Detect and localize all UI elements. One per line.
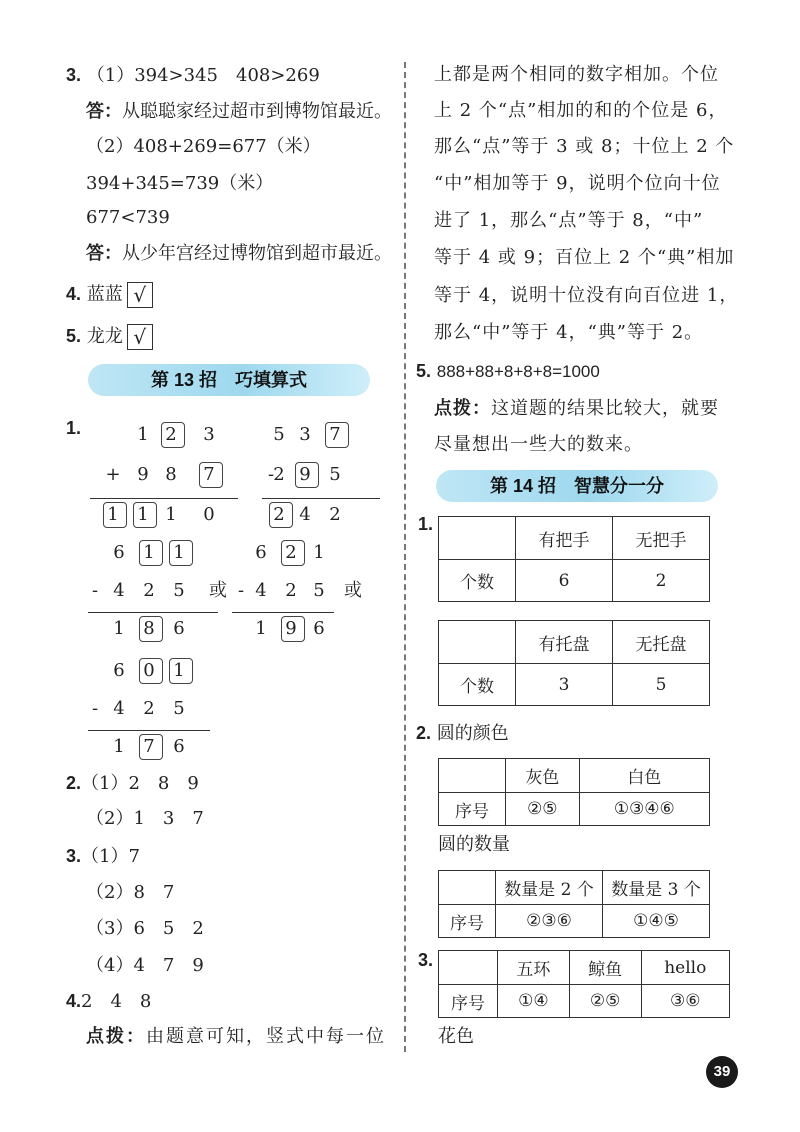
or-label-1: 或 xyxy=(209,580,227,601)
table-cell: 3 xyxy=(516,664,613,706)
digit: 2 xyxy=(165,424,177,445)
table-color xyxy=(438,758,710,826)
table-header: 数量是 3 个 xyxy=(603,871,710,905)
digit: 6 xyxy=(173,736,185,757)
right-cont-7: 等于 4，说明十位没有向百位进 1， xyxy=(434,285,739,306)
table-header: 无把手 xyxy=(613,517,710,560)
table-row-label: 个数 xyxy=(439,560,516,602)
digit: 0 xyxy=(203,504,215,525)
left-q3-number: 3. xyxy=(66,65,82,85)
digit: 8 xyxy=(165,464,177,485)
calc-rule xyxy=(262,498,380,499)
table-row-label: 个数 xyxy=(439,664,516,706)
digit: 2 xyxy=(285,542,297,563)
left-q5-number: 5. xyxy=(66,326,82,346)
table-corner xyxy=(439,951,498,985)
table-header: hello xyxy=(641,951,729,985)
digit: 1 xyxy=(313,542,325,563)
digit: 3 xyxy=(203,424,215,445)
digit: 9 xyxy=(285,618,297,639)
digit: 6 xyxy=(113,542,125,563)
digit: 3 xyxy=(299,424,311,445)
table-row-label: 序号 xyxy=(439,985,498,1018)
table-cell: ①④⑤ xyxy=(603,905,710,938)
right-q2 xyxy=(416,722,509,745)
left-q3b-a: （1）7 xyxy=(81,846,140,867)
right-cont-1: 上都是两个相同的数字相加。个位 xyxy=(434,64,719,85)
right-cont-6: 等于 4 或 9；百位上 2 个“典”相加 xyxy=(434,247,735,268)
tip-text: 这道题的结果比较大，就要 xyxy=(491,398,719,419)
table-handle xyxy=(438,516,710,602)
table-cell: ②⑤ xyxy=(569,985,641,1018)
answer-label: 答： xyxy=(86,101,122,121)
checkmark-box: √ xyxy=(127,324,153,350)
left-q3-part1-text: （1）394>345 408>269 xyxy=(86,65,320,86)
right-q5-equation: 888+88+8+8+8=1000 xyxy=(436,362,600,381)
left-q2-b: （2）1 3 7 xyxy=(86,808,204,829)
right-q1-number: 1. xyxy=(418,514,434,534)
checkmark-box: √ xyxy=(127,282,153,308)
table-header: 数量是 2 个 xyxy=(496,871,603,905)
left-q3-eq2: 394+345=739（米） xyxy=(86,173,274,194)
right-q5-number: 5. xyxy=(416,361,432,381)
digit: 4 xyxy=(299,504,311,525)
left-q2-number: 2. xyxy=(66,773,82,793)
right-cont-2: 上 2 个“点”相加的和的个位是 6， xyxy=(434,100,728,121)
table-header: 五环 xyxy=(498,951,570,985)
table-cell: 6 xyxy=(516,560,613,602)
calc-rule xyxy=(88,730,210,731)
table-corner xyxy=(439,621,516,664)
digit: 2 xyxy=(143,580,155,601)
digit: 5 xyxy=(173,580,185,601)
digit: 6 xyxy=(255,542,267,563)
digit: 2 xyxy=(143,698,155,719)
table-cell: ③⑥ xyxy=(641,985,729,1018)
digit: 1 xyxy=(165,504,177,525)
column-divider xyxy=(404,62,406,1052)
digit: 1 xyxy=(143,542,155,563)
section-14-banner: 第 14 招 智慧分一分 xyxy=(436,470,718,502)
left-q3-answer1 xyxy=(86,100,392,123)
digit: 1 xyxy=(113,736,125,757)
left-q3b-b: （2）8 7 xyxy=(86,882,175,903)
table-header: 白色 xyxy=(579,759,709,793)
digit: 9 xyxy=(137,464,149,485)
left-q4b xyxy=(66,990,151,1013)
calc-rule xyxy=(232,612,334,613)
table-corner xyxy=(439,871,496,905)
digit: 1 xyxy=(255,618,267,639)
table-cell: ①④ xyxy=(498,985,570,1018)
digit: 7 xyxy=(143,736,155,757)
digit: 4 xyxy=(255,580,267,601)
section-13-banner: 第 13 招 巧填算式 xyxy=(88,364,370,396)
operator: - xyxy=(267,464,275,485)
digit: 1 xyxy=(107,504,119,525)
table-row-label: 序号 xyxy=(439,793,506,826)
left-q5-text: 龙龙 xyxy=(86,326,123,347)
digit: 4 xyxy=(113,698,125,719)
digit: 5 xyxy=(173,698,185,719)
digit: 9 xyxy=(299,464,311,485)
left-q2-a: （1）2 8 9 xyxy=(81,773,199,794)
left-q4b-number: 4. xyxy=(66,991,82,1011)
left-q3b-d: （4）4 7 9 xyxy=(86,955,204,976)
table-header: 有把手 xyxy=(516,517,613,560)
tip-label: 点拨： xyxy=(86,1026,146,1046)
digit: 2 xyxy=(273,504,285,525)
digit: 6 xyxy=(313,618,325,639)
tip-text: 由题意可知，竖式中每一位 xyxy=(146,1026,386,1047)
digit: 5 xyxy=(313,580,325,601)
left-q3-compare: 677<739 xyxy=(86,207,170,228)
digit: 7 xyxy=(203,464,215,485)
left-q3-answer2 xyxy=(86,242,392,265)
left-q4-number: 4. xyxy=(66,284,82,304)
table-tray xyxy=(438,620,710,706)
table-header: 有托盘 xyxy=(516,621,613,664)
answer-text: 从聪聪家经过超市到博物馆最近。 xyxy=(122,101,392,122)
left-q3b-c: （3）6 5 2 xyxy=(86,918,204,939)
digit: 6 xyxy=(113,660,125,681)
left-q2 xyxy=(66,772,199,795)
page-number: 39 xyxy=(706,1056,738,1088)
calc-rule xyxy=(88,612,218,613)
right-q2-number: 2. xyxy=(416,723,432,743)
answer-text: 从少年宫经过博物馆到超市最近。 xyxy=(122,243,392,264)
left-q4 xyxy=(66,282,153,308)
table-cell: 5 xyxy=(613,664,710,706)
table-header: 鲸鱼 xyxy=(569,951,641,985)
table-header: 无托盘 xyxy=(613,621,710,664)
right-q2-title: 圆的颜色 xyxy=(436,723,509,744)
tip-label: 点拨： xyxy=(434,398,491,418)
left-q5 xyxy=(66,324,153,350)
table-row-label: 序号 xyxy=(439,905,496,938)
table-cell: ①③④⑥ xyxy=(579,793,709,826)
calc-rule xyxy=(90,498,238,499)
left-q3-part2: （2）408+269=677（米） xyxy=(86,136,321,157)
left-q4-text: 蓝蓝 xyxy=(86,284,123,305)
left-q3-part1 xyxy=(66,64,320,87)
right-q5 xyxy=(416,360,600,383)
digit: 7 xyxy=(329,424,341,445)
answer-label: 答： xyxy=(86,243,122,263)
right-tip-2: 尽量想出一些大的数来。 xyxy=(434,434,643,455)
table-count xyxy=(438,870,710,938)
sec13-q1-number: 1. xyxy=(66,418,82,438)
digit: 1 xyxy=(137,504,149,525)
digit: 2 xyxy=(273,464,285,485)
digit: 1 xyxy=(173,660,185,681)
digit: 1 xyxy=(137,424,149,445)
right-tip xyxy=(434,397,719,420)
right-cont-4: “中”相加等于 9，说明个位向十位 xyxy=(434,173,721,194)
right-q3-number: 3. xyxy=(418,950,434,970)
table-cell: ②③⑥ xyxy=(496,905,603,938)
table-pattern xyxy=(438,950,730,1018)
digit: 0 xyxy=(143,660,155,681)
operator: + xyxy=(105,464,121,485)
table-corner xyxy=(439,517,516,560)
digit: 4 xyxy=(113,580,125,601)
digit: 2 xyxy=(285,580,297,601)
left-tip xyxy=(86,1025,386,1048)
digit: 8 xyxy=(143,618,155,639)
operator: - xyxy=(237,580,245,601)
right-flower: 花色 xyxy=(438,1026,474,1047)
or-label-2: 或 xyxy=(344,580,362,601)
digit: 2 xyxy=(329,504,341,525)
right-cont-8: 那么“中”等于 4，“典”等于 2。 xyxy=(434,322,704,343)
digit: 1 xyxy=(173,542,185,563)
table-header: 灰色 xyxy=(506,759,580,793)
digit: 1 xyxy=(113,618,125,639)
table-corner xyxy=(439,759,506,793)
right-cont-5: 进了 1，那么“点”等于 8，“中” xyxy=(434,210,704,231)
table-cell: ②⑤ xyxy=(506,793,580,826)
digit: 5 xyxy=(329,464,341,485)
digit: 6 xyxy=(173,618,185,639)
right-cont-3: 那么“点”等于 3 或 8；十位上 2 个 xyxy=(434,136,735,157)
operator: - xyxy=(91,580,99,601)
table-cell: 2 xyxy=(613,560,710,602)
operator: - xyxy=(91,698,99,719)
left-q3b xyxy=(66,845,140,868)
left-q3b-number: 3. xyxy=(66,846,82,866)
left-q4b-text: 2 4 8 xyxy=(81,991,152,1012)
right-count-title: 圆的数量 xyxy=(438,834,510,855)
digit: 5 xyxy=(273,424,285,445)
